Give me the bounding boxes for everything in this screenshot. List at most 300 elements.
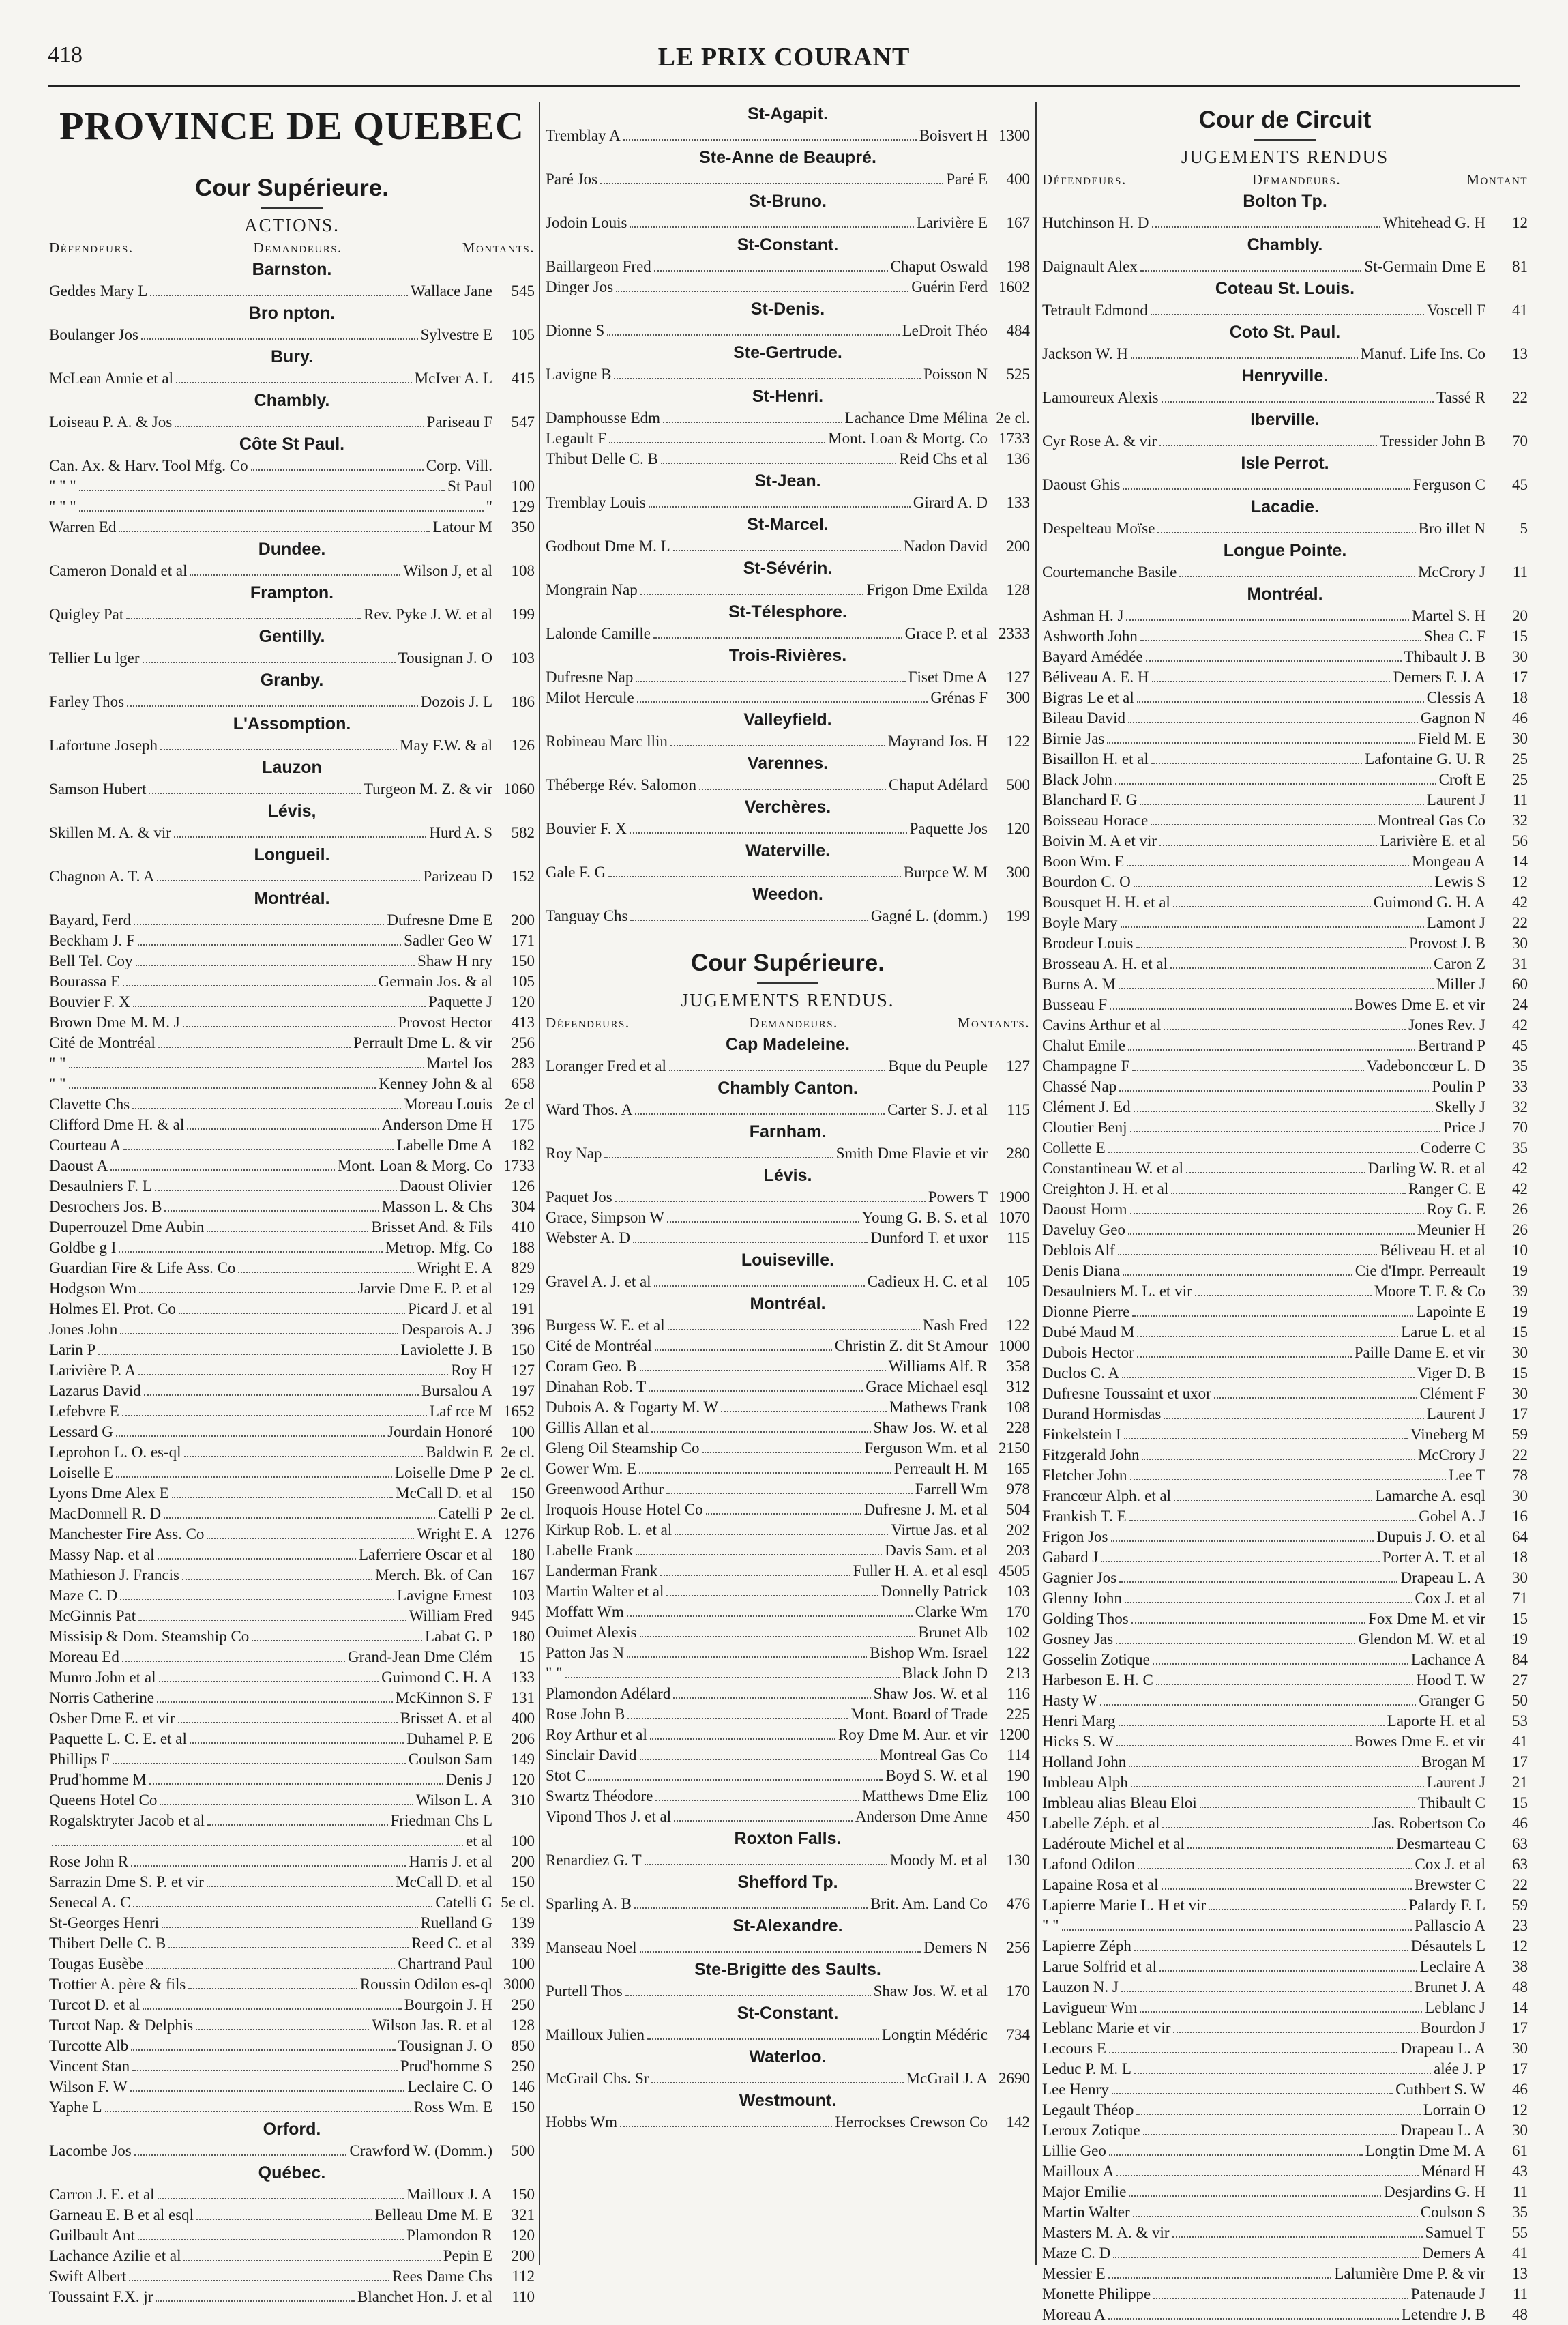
defendant: Sarrazin Dme S. P. et vir	[49, 1873, 204, 1890]
place-heading: Ste-Gertrude.	[733, 343, 842, 362]
plaintiff: Shaw Jos. W. et al	[873, 1685, 988, 1702]
amount: 170	[1006, 1603, 1030, 1620]
place-heading: St-Sévérin.	[743, 559, 833, 578]
defendant: Ouimet Alexis	[546, 1624, 637, 1641]
judgment-entry	[546, 1850, 1030, 1871]
dot-leader	[1124, 1438, 1408, 1439]
amount: 225	[1006, 1706, 1030, 1723]
amount: 42	[1512, 894, 1528, 911]
dot-leader	[1116, 2175, 1419, 2176]
judgment-entry	[1042, 1506, 1528, 1527]
plaintiff: Wright E. A	[417, 1525, 492, 1542]
plaintiff: Lapointe E	[1416, 1303, 1485, 1320]
judgment-entry	[1042, 518, 1528, 539]
dot-leader	[1138, 1868, 1412, 1869]
plaintiff: Drapeau L. A	[1400, 2040, 1485, 2057]
plaintiff: Larue L. et al	[1401, 1324, 1485, 1341]
amount: 21	[1512, 1774, 1528, 1791]
defendant: Skillen M. A. & vir	[49, 824, 171, 841]
plaintiff: Brunet Alb	[918, 1624, 988, 1641]
defendant: Senecal A. C	[49, 1894, 131, 1911]
dot-leader	[138, 944, 401, 946]
dot-leader	[670, 745, 885, 746]
amount: 198	[1006, 258, 1030, 275]
amount: 19	[1512, 1262, 1528, 1279]
judgment-entry	[49, 931, 535, 951]
defendant: Holland John	[1042, 1753, 1127, 1770]
amount: 42	[1512, 1180, 1528, 1197]
defendant: Hutchinson H. D	[1042, 214, 1149, 231]
plaintiff: Bishop Wm. Israel	[870, 1644, 988, 1661]
plaintiff: Roussin Odilon es-ql	[359, 1976, 492, 1993]
judgment-entry	[49, 1463, 535, 1483]
amount: 126	[511, 1178, 535, 1195]
defendant: Bouvier F. X	[546, 820, 627, 837]
judgment-entry	[1042, 1588, 1528, 1609]
amount: 228	[1006, 1419, 1030, 1436]
plaintiff: Bursalou A	[421, 1382, 492, 1399]
plaintiff: Bque du Peuple	[888, 1057, 988, 1074]
judgment-entry	[546, 1622, 1030, 1643]
judgment-entry	[49, 2205, 535, 2225]
defendant: Farley Thos	[49, 693, 125, 710]
place-heading: Montréal.	[750, 1294, 826, 1313]
defendant: Béliveau A. E. H	[1042, 669, 1149, 686]
dot-leader	[155, 1190, 397, 1191]
dot-leader	[721, 1411, 887, 1412]
plaintiff: Hood T. W	[1416, 1671, 1485, 1688]
defendant: Gower Wm. E	[546, 1460, 637, 1477]
amount: 182	[511, 1137, 535, 1154]
plaintiff: Demers A	[1422, 2244, 1485, 2262]
amount: 150	[511, 1873, 535, 1890]
header-demandeurs: Demandeurs.	[749, 1014, 838, 1031]
dot-leader	[1131, 1786, 1424, 1787]
judgment-entry	[546, 1100, 1030, 1120]
defendant: Damphousse Edm	[546, 409, 661, 426]
judgment-entry	[546, 2025, 1030, 2045]
defendant: Mongrain Nap	[546, 581, 638, 598]
dot-leader	[1125, 1602, 1412, 1603]
plaintiff: Fox Dme M. et vir	[1368, 1610, 1485, 1627]
defendant: " " "	[49, 498, 76, 515]
judgment-entry	[49, 1217, 535, 1238]
amount: 250	[511, 2058, 535, 2075]
defendant: Vipond Thos J. et al	[546, 1808, 672, 1825]
defendant: Finkelstein I	[1042, 1426, 1121, 1443]
amount: 15	[1512, 1324, 1528, 1341]
defendant: Courtemanche Basile	[1042, 564, 1177, 581]
dot-leader	[1107, 742, 1415, 744]
amount: 413	[511, 1014, 535, 1031]
plaintiff: Baldwin E	[426, 1444, 492, 1461]
amount: 122	[1006, 733, 1030, 750]
place-heading: Lauzon	[262, 758, 322, 777]
dot-leader	[667, 1221, 859, 1223]
plaintiff: Désautels L	[1410, 1937, 1485, 1955]
amount: 42	[1512, 1160, 1528, 1177]
defendant: Hodgson Wm	[49, 1280, 136, 1297]
judgment-entry	[546, 1500, 1030, 1520]
defendant: Daveluy Geo	[1042, 1221, 1125, 1238]
defendant: Patton Jas N	[546, 1644, 624, 1661]
judgment-entry	[49, 1626, 535, 1647]
amount: 450	[1006, 1808, 1030, 1825]
amount: 50	[1512, 1692, 1528, 1709]
judgment-entry	[1042, 913, 1528, 933]
plaintiff: Coderre C	[1420, 1139, 1485, 1156]
dot-leader	[132, 1108, 401, 1109]
amount: 127	[1006, 1057, 1030, 1074]
place-heading: Waterville.	[745, 841, 831, 860]
defendant: Massy Nap. et al	[49, 1546, 155, 1563]
defendant: Jackson W. H	[1042, 345, 1128, 362]
defendant: Lessard G	[49, 1423, 113, 1440]
plaintiff: Turgeon M. Z. & vir	[363, 780, 492, 798]
defendant: Masters M. A. & vir	[1042, 2224, 1170, 2241]
page-number: 418	[48, 42, 83, 68]
judgment-entry	[1042, 1936, 1528, 1957]
plaintiff: Leblanc J	[1425, 1999, 1485, 2016]
amount: 1200	[999, 1726, 1030, 1743]
dot-leader	[1162, 1827, 1369, 1828]
plaintiff: Laurent J	[1426, 791, 1485, 808]
judgment-entry	[546, 1479, 1030, 1500]
defendant: Boisseau Horace	[1042, 812, 1149, 829]
amount: 105	[511, 973, 535, 990]
defendant: Gabard J	[1042, 1549, 1099, 1566]
defendant: Cavins Arthur et al	[1042, 1017, 1162, 1034]
amount: 850	[511, 2037, 535, 2054]
dot-leader	[627, 1615, 913, 1617]
place-heading: St-Denis.	[750, 299, 825, 319]
judgment-entry	[1042, 1056, 1528, 1077]
dot-leader	[699, 789, 886, 790]
judgment-entry	[1042, 1998, 1528, 2018]
dot-leader	[138, 1374, 448, 1375]
amount: 30	[1512, 2122, 1528, 2139]
dot-leader	[1132, 1070, 1363, 1071]
dot-leader	[138, 1620, 406, 1621]
amount: 48	[1512, 2306, 1528, 2323]
dot-leader	[668, 1329, 920, 1330]
plaintiff: et al	[466, 1832, 492, 1849]
amount: 126	[511, 737, 535, 754]
judgment-entry	[546, 1643, 1030, 1663]
defendant: " "	[49, 1075, 66, 1092]
amount: 2e cl	[504, 1096, 535, 1113]
dot-leader	[1134, 1950, 1408, 1951]
defendant: Daoust Ghis	[1042, 476, 1121, 493]
defendant: Maze C. D	[49, 1587, 118, 1604]
judgment-entry	[546, 1684, 1030, 1704]
column-headers	[49, 237, 535, 258]
plaintiff: Martel S. H	[1412, 607, 1485, 624]
plaintiff: Shaw Jos. W. et al	[873, 1419, 988, 1436]
amount: 19	[1512, 1303, 1528, 1320]
plaintiff: Viger D. B	[1417, 1364, 1485, 1381]
dot-leader	[1152, 681, 1391, 682]
plaintiff: Laurent J	[1426, 1774, 1485, 1791]
judgment-entry	[49, 1258, 535, 1278]
judgment-entry	[1042, 1384, 1528, 1404]
plaintiff: Rees Dame Chs	[392, 2268, 492, 2285]
judgment-entry	[1042, 2161, 1528, 2182]
defendant: Harbeson E. H. C	[1042, 1671, 1153, 1688]
judgment-entry	[1042, 344, 1528, 364]
judgment-entry	[49, 1954, 535, 1974]
amount: 127	[511, 1362, 535, 1379]
amount: 2e cl.	[501, 1464, 535, 1481]
plaintiff: Paille Dame E. et vir	[1354, 1344, 1485, 1361]
judgment-entry	[546, 321, 1030, 341]
amount: 133	[1006, 494, 1030, 511]
amount: 129	[511, 1280, 535, 1297]
dot-leader	[207, 1824, 387, 1826]
dot-leader	[116, 1435, 385, 1437]
defendant: Guardian Fire & Life Ass. Co	[49, 1259, 236, 1276]
amount: 149	[511, 1751, 535, 1768]
defendant: Fletcher John	[1042, 1467, 1127, 1484]
header-demandeurs: Demandeurs.	[253, 239, 342, 256]
defendant: Messier E	[1042, 2265, 1106, 2282]
defendant: Dufresne Toussaint et uxor	[1042, 1385, 1211, 1402]
dot-leader	[1151, 314, 1424, 315]
place-heading: Barnston.	[252, 260, 332, 279]
judgment-entry	[49, 1545, 535, 1565]
judgment-entry	[546, 428, 1030, 449]
amount: 17	[1512, 2019, 1528, 2036]
defendant: McGinnis Pat	[49, 1607, 136, 1624]
amount: 312	[1006, 1378, 1030, 1395]
dot-leader	[146, 1968, 395, 1969]
dot-leader	[1136, 947, 1407, 948]
judgment-entry	[49, 1770, 535, 1790]
judgment-entry	[49, 2184, 535, 2205]
judgment-entry	[546, 1766, 1030, 1786]
amount: 15	[1512, 628, 1528, 645]
plaintiff: Chaput Oswald	[890, 258, 988, 275]
judgment-entry	[1042, 1261, 1528, 1281]
plaintiff: LeDroit Théo	[902, 322, 988, 339]
plaintiff: Shaw Jos. W. et al	[873, 1983, 988, 2000]
dot-leader	[156, 2300, 355, 2302]
amount: 35	[1512, 2204, 1528, 2221]
judgment-entry	[546, 493, 1030, 513]
plaintiff: Metrop. Mfg. Co	[385, 1239, 492, 1256]
judgment-entry	[546, 536, 1030, 557]
plaintiff: Samuel T	[1425, 2224, 1485, 2241]
amount: 30	[1512, 730, 1528, 747]
place-heading: Coteau St. Louis.	[1215, 279, 1355, 298]
judgment-entry	[1042, 974, 1528, 995]
plaintiff: Vadeboncœur L. D	[1366, 1057, 1485, 1074]
amount: 35	[1512, 1139, 1528, 1156]
judgment-entry	[49, 2287, 535, 2307]
defendant: Lauzon N. J	[1042, 1978, 1119, 1995]
amount: 100	[511, 1955, 535, 1972]
amount: 14	[1512, 1999, 1528, 2016]
judgment-entry	[1042, 431, 1528, 452]
dot-leader	[1129, 2195, 1381, 2197]
dot-leader	[1134, 2073, 1431, 2074]
running-title: LE PRIX COURANT	[657, 43, 911, 72]
header-defendeurs: Défendeurs.	[1042, 171, 1127, 188]
dot-leader	[1121, 1991, 1412, 1992]
amount: 11	[1512, 791, 1528, 808]
plaintiff: Perreault H. M	[893, 1460, 988, 1477]
defendant: Collette E	[1042, 1139, 1106, 1156]
dot-leader	[1127, 865, 1409, 866]
header-montants: Montants.	[462, 239, 535, 256]
judgment-entry	[1042, 831, 1528, 851]
plaintiff: Catelli G	[435, 1894, 492, 1911]
judgment-entry	[49, 1012, 535, 1033]
amount: 110	[512, 2288, 535, 2305]
judgment-entry	[546, 580, 1030, 600]
amount: 60	[1512, 976, 1528, 993]
defendant: Jones John	[49, 1321, 118, 1338]
dot-leader	[1174, 1500, 1372, 1501]
amount: 17	[1512, 669, 1528, 686]
plaintiff: Bertrand P	[1417, 1037, 1485, 1054]
judgment-entry	[49, 2077, 535, 2097]
judgment-entry	[1042, 851, 1528, 872]
dot-leader	[1186, 1172, 1365, 1173]
plaintiff: Belleau Dme M. E	[374, 2206, 492, 2223]
dot-leader	[164, 1210, 379, 1212]
amount: 42	[1512, 1017, 1528, 1034]
judgment-entry	[1042, 872, 1528, 892]
dot-leader	[1116, 1643, 1355, 1644]
amount: 167	[511, 1566, 535, 1583]
dot-leader	[79, 510, 484, 512]
place-heading: Varennes.	[747, 754, 829, 773]
plaintiff: Daoust Olivier	[399, 1178, 492, 1195]
dot-leader	[633, 1242, 868, 1243]
judgment-entry	[1042, 1977, 1528, 1998]
amount: 200	[1006, 538, 1030, 555]
judgment-entry	[1042, 933, 1528, 954]
dot-leader	[1153, 2298, 1408, 2299]
plaintiff: Gagnon N	[1420, 710, 1485, 727]
amount: 30	[1512, 935, 1528, 952]
plaintiff: Grace Michael esql	[866, 1378, 988, 1395]
plaintiff: Catelli P	[438, 1505, 492, 1522]
dot-leader	[1171, 1193, 1406, 1194]
judgment-entry	[49, 1667, 535, 1688]
dot-leader	[1121, 926, 1424, 928]
plaintiff: Germain Jos. & al	[378, 973, 492, 990]
plaintiff: Rev. Pyke J. W. et al	[364, 606, 492, 623]
defendant: Black John	[1042, 771, 1112, 788]
judgment-entry	[49, 1238, 535, 1258]
judgment-entry	[1042, 667, 1528, 688]
judgment-entry	[1042, 2079, 1528, 2100]
dot-leader	[650, 1738, 835, 1740]
judgment-entry	[546, 1937, 1030, 1958]
defendant: Manseau Noel	[546, 1939, 637, 1956]
dot-leader	[1119, 1725, 1385, 1726]
judgment-entry	[1042, 1343, 1528, 1363]
judgment-entry	[1042, 2202, 1528, 2223]
amount: 11	[1512, 2183, 1528, 2200]
dot-leader	[141, 338, 418, 340]
defendant: Lecours E	[1042, 2040, 1106, 2057]
judgment-entry	[49, 1585, 535, 1606]
dot-leader	[1112, 2093, 1393, 2094]
dot-leader	[131, 1865, 406, 1867]
dot-leader	[69, 1067, 424, 1068]
dot-leader	[630, 920, 868, 921]
amount: 1070	[999, 1209, 1030, 1226]
place-heading: Chambly Canton.	[718, 1079, 858, 1098]
plaintiff: Latour M	[432, 518, 492, 536]
defendant: Larin P	[49, 1341, 96, 1358]
judgment-entry	[1042, 626, 1528, 647]
judgment-entry	[49, 866, 535, 887]
defendant: Paré Jos	[546, 171, 598, 188]
defendant: Paquette L. C. E. et al	[49, 1730, 187, 1747]
dot-leader	[105, 2111, 411, 2112]
amount: 59	[1512, 1897, 1528, 1914]
plaintiff: Cox J. et al	[1415, 1590, 1485, 1607]
judgment-entry	[546, 408, 1030, 428]
dot-leader	[588, 1779, 883, 1781]
amount: 1000	[999, 1337, 1030, 1354]
plaintiff: Anderson Dme Anne	[855, 1808, 988, 1825]
judgment-entry	[49, 561, 535, 581]
amount: 32	[1512, 1098, 1528, 1115]
plaintiff: Lafontaine G. U. R	[1365, 750, 1485, 767]
dot-leader	[600, 183, 943, 184]
dot-leader	[640, 594, 864, 595]
amount: 12	[1512, 1937, 1528, 1955]
plaintiff: Bourgoin J. H	[404, 1996, 492, 2013]
defendant: Burgess W. E. et al	[546, 1317, 665, 1334]
dot-leader	[79, 490, 445, 491]
dot-leader	[616, 291, 908, 292]
defendant: Boyle Mary	[1042, 914, 1118, 931]
amount: 2150	[999, 1439, 1030, 1457]
amount: 410	[511, 1218, 535, 1235]
judgment-entry	[49, 2036, 535, 2056]
dot-leader	[1128, 722, 1418, 723]
defendant: Milot Hercule	[546, 689, 634, 706]
dot-leader	[660, 1575, 850, 1576]
defendant: Gale F. G	[546, 864, 606, 881]
defendant: Bouvier F. X	[49, 993, 130, 1010]
plaintiff: Corp. Vill.	[426, 457, 492, 474]
judgment-entry	[546, 277, 1030, 297]
dot-leader	[1157, 532, 1415, 533]
dot-leader	[1179, 576, 1415, 577]
defendant: Lazarus David	[49, 1382, 141, 1399]
defendant: Rogalsktryter Jacob et al	[49, 1812, 205, 1829]
defendant: Tellier Lu lger	[49, 649, 140, 667]
plaintiff: Jourdain Honoré	[387, 1423, 492, 1440]
plaintiff: Tassé R	[1436, 389, 1485, 406]
plaintiff: Grace P. et al	[904, 625, 988, 642]
plaintiff: Longtin Médéric	[881, 2026, 988, 2043]
judgment-entry	[1042, 2243, 1528, 2264]
plaintiff: Nadon David	[903, 538, 988, 555]
defendant: Mathieson J. Francis	[49, 1566, 180, 1583]
amount: 12	[1512, 214, 1528, 231]
judgment-entry	[49, 1340, 535, 1360]
dot-leader	[182, 1579, 372, 1580]
dot-leader	[1101, 1561, 1379, 1562]
